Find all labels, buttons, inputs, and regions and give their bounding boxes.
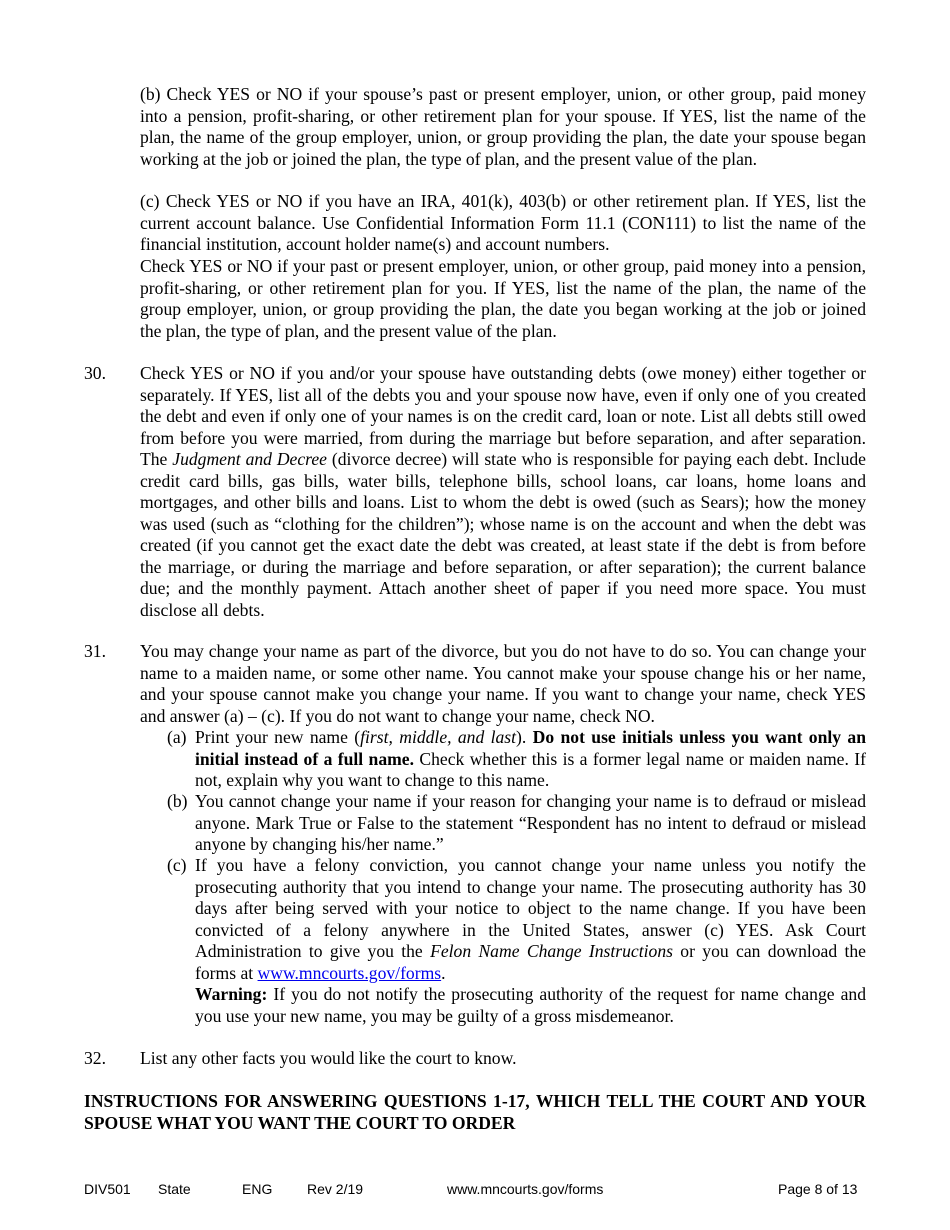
item-a-text-part1: Print your new name ( <box>195 727 361 747</box>
footer-form-id: DIV501 <box>84 1181 131 1197</box>
item-b-paragraph: (b) Check YES or NO if your spouse’s past or present employer, union, or other group, paid money into a pension, profit-sharing, or other retirement plan for your spouse. If YES, list the name of the plan, the name of the group employer, union, or group providing the plan, the date your spouse began working at the job or joined the plan, the type of plan, and the present value of the plan. <box>140 84 866 169</box>
item-a-label: (a) <box>167 727 187 747</box>
warning-label: Warning: <box>195 984 268 1004</box>
q30-judgment-decree: Judgment and Decree <box>172 449 327 469</box>
q30-text-before: Check YES or NO if you and/or your spouse have outstanding debts (owe money) either together or separately. If YES, list all of the debts you and your spouse now have, even if only one of you created the debt and even if only one of your names is on the credit card, loan or note. List all debts still owed from before you were married, from during the marriage but before separation, and after separation. The <box>140 363 866 469</box>
footer-state: State <box>158 1181 191 1197</box>
mncourts-forms-link[interactable]: www.mncourts.gov/forms <box>257 962 442 983</box>
item-c-text <box>195 855 866 984</box>
instructions-heading: INSTRUCTIONS FOR ANSWERING QUESTIONS 1-17, WHICH TELL THE COURT AND YOUR SPOUSE WHAT YOU WANT THE COURT TO ORDER <box>84 1091 866 1133</box>
footer-language: ENG <box>242 1181 273 1197</box>
question-30-number: 30. <box>84 363 106 383</box>
item-c-paragraph: (c) Check YES or NO if you have an IRA, 401(k), 403(b) or other retirement plan. If YES, list the current account balance. Use Confidential Information Form 11.1 (CON111) to list the name of the financial institution, account holder name(s) and account numbers. <box>140 191 866 254</box>
question-32-text: List any other facts you would like the court to know. <box>140 1048 517 1068</box>
question-30-text <box>140 363 866 621</box>
question-31-item-b <box>167 791 866 856</box>
item-a-text-part2: ). <box>516 727 533 747</box>
question-31-item-c <box>167 855 866 984</box>
item-c-text-part2: or you can download the forms at <box>195 941 866 983</box>
item-b-text: You cannot change your name if your reason for changing your name is to defraud or mislead anyone. Mark True or False to the statement “Respondent has no intent to defraud or mislead anyone by changing his/her name.” <box>195 791 866 854</box>
question-32-number: 32. <box>84 1048 106 1068</box>
question-31-number: 31. <box>84 641 106 661</box>
warning-text: If you do not notify the prosecuting authority of the request for name change and you use your new name, you may be guilty of a gross misdemeanor. <box>195 984 866 1026</box>
item-a-text-part3: Check whether this is a former legal name or maiden name. If not, explain why you want to change to this name. <box>195 748 866 790</box>
item-c-pension-paragraph: Check YES or NO if your past or present employer, union, or other group, paid money into a pension, profit-sharing, or other retirement plan for you. If YES, list the name of the plan, the name of the group employer, union, or group providing the plan, the date you began working at the job or joined the plan, the type of plan, and the present value of the plan. <box>140 256 866 341</box>
item-a-text <box>195 727 866 792</box>
question-31-item-a <box>167 727 866 792</box>
item-c-text-part1: If you have a felony conviction, you cannot change your name unless you notify the prosecuting authority that you intend to change your name. The prosecuting authority has 30 days after being served with your notice to object to the name change. If you have been convicted of a felony anywhere in the United States, answer (c) YES. Ask Court Administration to give you the <box>195 855 866 961</box>
item-a-bold: Do not use initials unless you want only an initial instead of a full name. <box>195 727 867 769</box>
item-c-text-part3: . <box>441 962 446 983</box>
q30-text-after: (divorce decree) will state who is responsible for paying each debt. Include credit card bills, gas bills, water bills, telephone bills, school loans, car loans, home loans and mortgages, and other bills and loans. List to whom the debt is owed (such as Sears); how the money was used (such as “clothing for the children”); whose name is on the account and when the debt was created (if you cannot get the exact date the debt was created, at least state if the debt is from before the marriage, or during the marriage and before separation, or after separation); the current balance due; and the monthly payment. Attach another sheet of paper if you need more space. You must disclose all debts. <box>140 449 866 620</box>
felon-instructions-title: Felon Name Change Instructions <box>430 941 673 961</box>
footer-url: www.mncourts.gov/forms <box>447 1181 604 1197</box>
item-c-label: (c) <box>167 855 187 875</box>
item-b-label: (b) <box>167 791 188 811</box>
footer-page-number: Page 8 of 13 <box>778 1181 858 1197</box>
question-31-text: You may change your name as part of the divorce, but you do not have to do so. You can change your name to a maiden name, or some other name. You cannot make your spouse change his or her name, and your spouse cannot make you change your name. If you want to change your name, check YES and answer (a) – (c). If you do not want to change your name, check NO. <box>140 641 866 726</box>
footer-revision: Rev 2/19 <box>307 1181 364 1197</box>
item-a-italic: first, middle, and last <box>360 727 517 747</box>
warning-paragraph <box>195 984 866 1027</box>
